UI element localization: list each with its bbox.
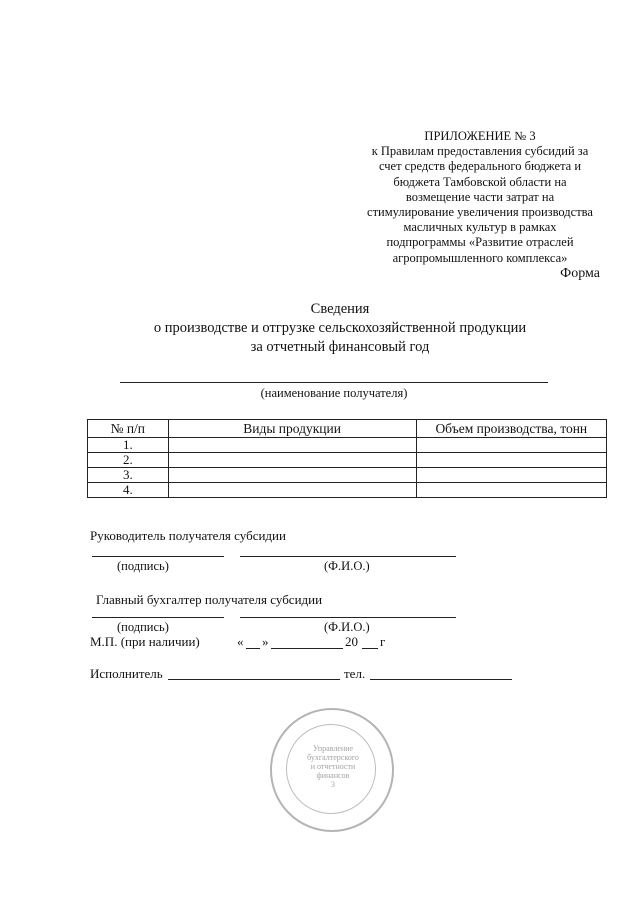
appendix-line: к Правилам предоставления субсидий за: [371, 144, 589, 159]
official-stamp: [270, 708, 394, 832]
executor-line[interactable]: [168, 679, 340, 680]
head-fio-line[interactable]: [240, 556, 456, 557]
date-open-quote: «: [237, 634, 244, 649]
appendix-line: возмещение части затрат на: [405, 189, 555, 204]
row-number: 2.: [88, 453, 169, 468]
appendix-line: ПРИЛОЖЕНИЕ № 3: [424, 129, 536, 143]
volume-cell[interactable]: [416, 438, 606, 453]
table-row: [88, 453, 607, 468]
head-signature-caption: (подпись): [117, 559, 169, 573]
stamp-line: бухгалтерского: [307, 753, 359, 762]
form-label: Форма: [560, 266, 600, 281]
recipient-name-line[interactable]: [120, 382, 548, 383]
date-close-quote: »: [262, 634, 269, 649]
date-year-line[interactable]: [362, 648, 378, 649]
volume-cell[interactable]: [416, 468, 606, 483]
executor-label: Исполнитель: [90, 666, 163, 681]
stamp-line: финансов: [316, 771, 350, 780]
appendix-line: счет средств федерального бюджета и: [378, 159, 582, 174]
appendix-line: стимулирование увеличения производства: [367, 205, 593, 220]
phone-label: тел.: [344, 666, 366, 681]
stamp-center-text: [288, 744, 378, 789]
accountant-fio-caption: (Ф.И.О.): [324, 620, 370, 634]
title-line-3: за отчетный финансовый год: [250, 339, 430, 355]
head-label: Руководитель получателя субсидии: [90, 528, 286, 543]
appendix-line: бюджета Тамбовской области на: [393, 174, 567, 189]
title-line-2: о производстве и отгрузке сельскохозяйственной продукции: [153, 320, 527, 336]
accountant-signature-line[interactable]: [92, 617, 224, 618]
product-cell[interactable]: [168, 483, 416, 498]
header-volume: Объем производства, тонн: [416, 420, 606, 438]
accountant-signature-caption: (подпись): [117, 620, 169, 634]
title-line-1: Сведения: [310, 301, 370, 317]
header-number: № п/п: [88, 420, 169, 438]
row-number: 1.: [88, 438, 169, 453]
accountant-label: Главный бухгалтер получателя субсидии: [96, 592, 323, 607]
product-cell[interactable]: [168, 468, 416, 483]
volume-cell[interactable]: [416, 453, 606, 468]
head-signature-line[interactable]: [92, 556, 224, 557]
phone-line[interactable]: [370, 679, 512, 680]
table-row: [88, 468, 607, 483]
appendix-line: масличных культур в рамках: [403, 220, 557, 235]
table-row: [88, 483, 607, 498]
document-title: [100, 300, 580, 357]
date-day-line[interactable]: [246, 648, 260, 649]
date-year-prefix: 20: [345, 634, 358, 649]
table-header-row: [88, 420, 607, 438]
product-cell[interactable]: [168, 438, 416, 453]
row-number: 3.: [88, 468, 169, 483]
stamp-line: Управление: [312, 744, 354, 753]
table-row: [88, 438, 607, 453]
appendix-line: агропромышленного комплекса»: [392, 250, 568, 265]
volume-cell[interactable]: [416, 483, 606, 498]
header-product-type: Виды продукции: [168, 420, 416, 438]
stamp-line: и отчетности: [310, 762, 356, 771]
appendix-block: [330, 129, 630, 266]
row-number: 4.: [88, 483, 169, 498]
accountant-fio-line[interactable]: [240, 617, 456, 618]
recipient-caption: (наименование получателя): [260, 386, 408, 400]
production-table: [87, 419, 607, 498]
product-cell[interactable]: [168, 453, 416, 468]
head-fio-caption: (Ф.И.О.): [324, 559, 370, 573]
date-month-line[interactable]: [271, 648, 343, 649]
date-year-suffix: г: [380, 634, 386, 649]
mp-label: М.П. (при наличии): [90, 634, 200, 649]
appendix-line: подпрограммы «Развитие отраслей: [386, 235, 574, 250]
stamp-line: 3: [331, 780, 335, 789]
